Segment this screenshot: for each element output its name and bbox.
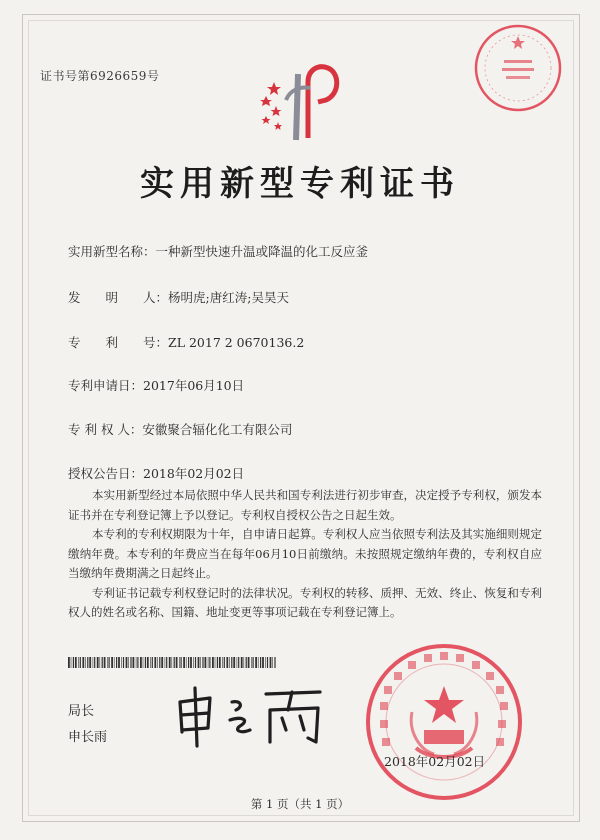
filing-date-label: 专利申请日：	[68, 378, 144, 393]
page-footer: 第 1 页（共 1 页）	[250, 797, 350, 811]
signature-icon	[170, 680, 340, 750]
filing-date-row	[68, 376, 244, 394]
inventor-row	[68, 288, 289, 306]
director-title: 局长	[68, 704, 95, 719]
inventor-label: 发 明 人：	[68, 290, 169, 305]
patent-owner-label: 专 利 权 人：	[68, 422, 143, 437]
utility-model-name-row	[68, 242, 368, 260]
body-paragraph: 本专利的专利权期限为十年，自申请日起算。专利权人应当依照专利法及其实施细则规定缴纳年费。本专利的年费应当在每年06月10日前缴纳。未按照规定缴纳年费的，专利权自应当缴纳年费期满之日起终止。	[68, 527, 542, 580]
filing-date-value: 2017年06月10日	[143, 378, 245, 393]
seal-date: 2018年02月02日	[384, 754, 486, 769]
patent-owner-row	[68, 420, 292, 438]
seal-icon	[364, 642, 524, 802]
grant-date-label: 授权公告日：	[68, 466, 144, 481]
director-name: 申长雨	[68, 730, 108, 745]
grant-date-row	[68, 464, 244, 482]
patent-number-row	[68, 333, 304, 351]
patent-number-value: ZL 2017 2 0670136.2	[168, 335, 305, 350]
body-paragraph: 专利证书记载专利权登记时的法律状况。专利权的转移、质押、无效、终止、恢复和专利权人的姓名或名称、国籍、地址变更等事项记载在专利登记簿上。	[68, 585, 542, 619]
certificate-title: 实用新型专利证书	[140, 164, 460, 204]
barcode-icon	[68, 657, 278, 668]
inventor-value: 杨明虎;唐红涛;吴昊天	[168, 290, 289, 305]
seal-icon	[472, 22, 564, 114]
patent-number-label: 专 利 号：	[68, 335, 169, 350]
patent-owner-value: 安徽聚合辐化化工有限公司	[142, 422, 293, 437]
utility-model-name-label: 实用新型名称：	[68, 244, 156, 259]
body-paragraph: 本实用新型经过本局依照中华人民共和国专利法进行初步审查，决定授予专利权，颁发本证书并在专利登记簿上予以登记。专利权自授权公告之日起生效。	[68, 488, 542, 522]
grant-date-value: 2018年02月02日	[143, 466, 245, 481]
certificate-body	[68, 486, 542, 623]
certificate-number: 证书号第6926659号	[40, 69, 160, 83]
patent-office-logo-icon	[256, 60, 346, 142]
utility-model-name-value: 一种新型快速升温或降温的化工反应釜	[155, 244, 369, 259]
